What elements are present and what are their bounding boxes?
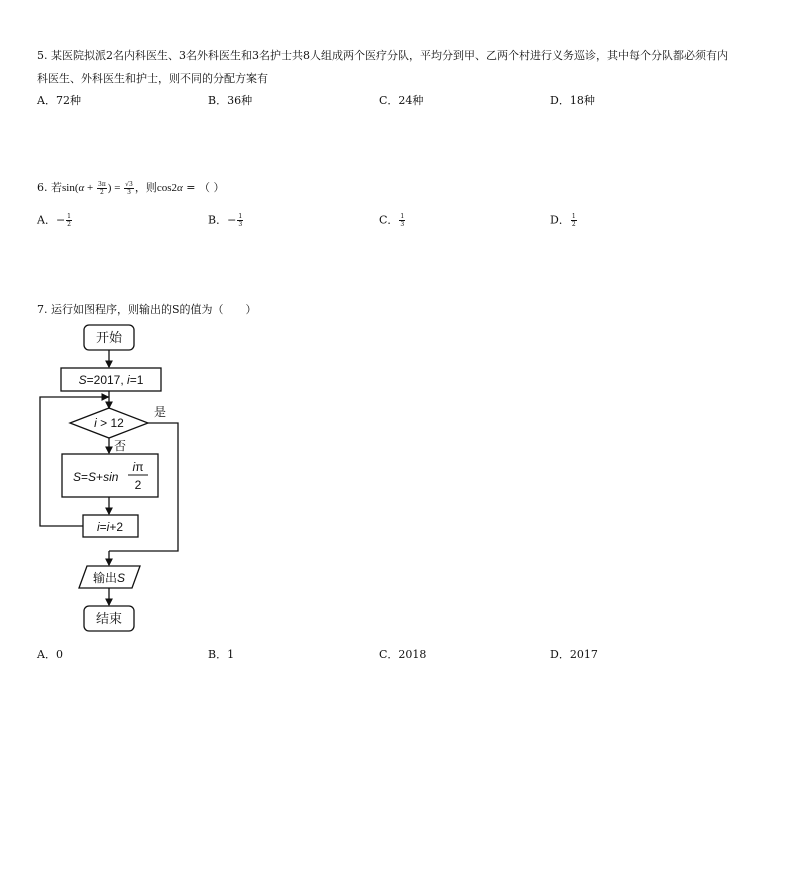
- q7-option-a: A．0: [37, 648, 63, 661]
- q7-option-d: D．2017: [550, 648, 598, 661]
- q6-frac-num: 3π: [98, 180, 106, 188]
- q7-option-c: C．2018: [379, 648, 427, 661]
- q6-option-c-label: C．: [379, 213, 399, 227]
- flow-init-i: i: [127, 373, 130, 387]
- question-5-line-2: 科医生、外科医生和护士，则不同的分配方案有: [37, 72, 268, 85]
- program-flowchart: [30, 320, 200, 640]
- flow-init-rest: =2017,: [86, 373, 128, 387]
- q6-option-b-num: 1: [238, 213, 243, 220]
- q6-cos2: cos2: [156, 182, 177, 194]
- flow-output-label: 输出: [92, 571, 117, 585]
- flow-update-plus: +: [96, 470, 104, 484]
- q6-option-b-label: B．: [208, 213, 228, 227]
- q7-option-b: B．1: [208, 648, 235, 661]
- flow-update-text: [73, 470, 119, 484]
- flow-cond-i: i: [94, 416, 97, 430]
- q6-paren-open: (: [74, 182, 79, 194]
- flow-init-s: S: [78, 373, 87, 387]
- q6-suffix: = （ ）: [182, 181, 225, 194]
- flow-update-num-pi: π: [135, 460, 144, 474]
- flow-cond-rest: > 12: [96, 416, 124, 430]
- flow-condition-text: [94, 416, 124, 430]
- q6-option-a-den: 2: [67, 221, 71, 228]
- flow-update-numerator: [133, 460, 144, 474]
- flow-start-text: 开始: [95, 330, 123, 345]
- q5-option-d: D．18种: [550, 94, 595, 107]
- q6-prefix: 6. 若: [37, 181, 62, 194]
- q6-option-c-fraction: [399, 213, 405, 228]
- flow-update-denominator: 2: [134, 478, 142, 492]
- q6-option-b-fraction: [237, 213, 243, 228]
- q5-option-c: C．24种: [379, 94, 424, 107]
- flow-update-num-i: i: [132, 460, 136, 474]
- flow-output-s: S: [117, 571, 126, 585]
- flow-yes-label: 是: [154, 405, 167, 419]
- flow-update-s2: S: [88, 470, 97, 484]
- q6-option-c-den: 3: [400, 221, 405, 228]
- flow-output-text: [93, 570, 125, 585]
- q6-option-d: [550, 213, 578, 228]
- q6-alpha: α: [78, 182, 85, 194]
- q6-fraction: [97, 181, 107, 196]
- q6-option-a-num: 1: [67, 213, 71, 220]
- question-7-stem: 7. 运行如图程序，则输出的S的值为（ ）: [37, 303, 257, 316]
- q6-option-b: [208, 213, 244, 228]
- flow-init-text: [79, 373, 144, 387]
- q6-sin: sin: [62, 182, 75, 194]
- q6-option-d-num: 1: [571, 213, 576, 220]
- flow-update-s1: S: [73, 470, 82, 484]
- q6-option-d-label: D．: [550, 213, 570, 227]
- q6-paren-close: ): [107, 182, 112, 194]
- q6-option-c-num: 1: [400, 213, 405, 220]
- flow-increment-text: [97, 520, 123, 534]
- q6-option-a-label: A．: [37, 213, 56, 227]
- q6-option-d-fraction: [571, 213, 577, 228]
- q6-option-d-den: 2: [571, 221, 576, 228]
- flow-incr-i1: i: [96, 520, 100, 534]
- q6-frac-den: 2: [99, 188, 104, 196]
- q6-alpha-2: α: [176, 182, 183, 194]
- flow-incr-rest: +2: [109, 520, 124, 534]
- flow-update-eq: =: [81, 470, 89, 484]
- q6-option-c: [379, 213, 406, 228]
- q6-option-a: [37, 213, 73, 228]
- q6-middle: ，则: [134, 181, 157, 194]
- flow-update-sin: sin: [103, 470, 119, 484]
- flow-incr-eq: =: [99, 520, 107, 534]
- q6-eq: =: [111, 182, 124, 194]
- q6-rhs-den: 3: [127, 188, 131, 196]
- q5-option-a: A．72种: [37, 94, 81, 107]
- question-5-line-1: 5. 某医院拟派2名内科医生、3名外科医生和3名护士共8人组成两个医疗分队，平均分到甲、乙两个村进行义务巡诊，其中每个分队都必须有内: [37, 49, 728, 62]
- q5-option-b: B．36种: [208, 94, 253, 107]
- q6-rhs-fraction: [124, 181, 134, 196]
- q6-option-a-sign: −: [55, 213, 66, 227]
- q6-option-a-fraction: [66, 213, 72, 228]
- q6-rhs-num: √3: [125, 180, 133, 188]
- flow-init-end: =1: [129, 373, 144, 387]
- q6-plus: +: [84, 182, 97, 194]
- q6-option-b-sign: −: [227, 213, 237, 227]
- flow-no-label: 否: [114, 439, 127, 453]
- flow-end-text: 结束: [95, 611, 123, 626]
- question-6-stem: [37, 176, 224, 200]
- q6-option-b-den: 3: [238, 221, 243, 228]
- flow-incr-i2: i: [106, 520, 110, 534]
